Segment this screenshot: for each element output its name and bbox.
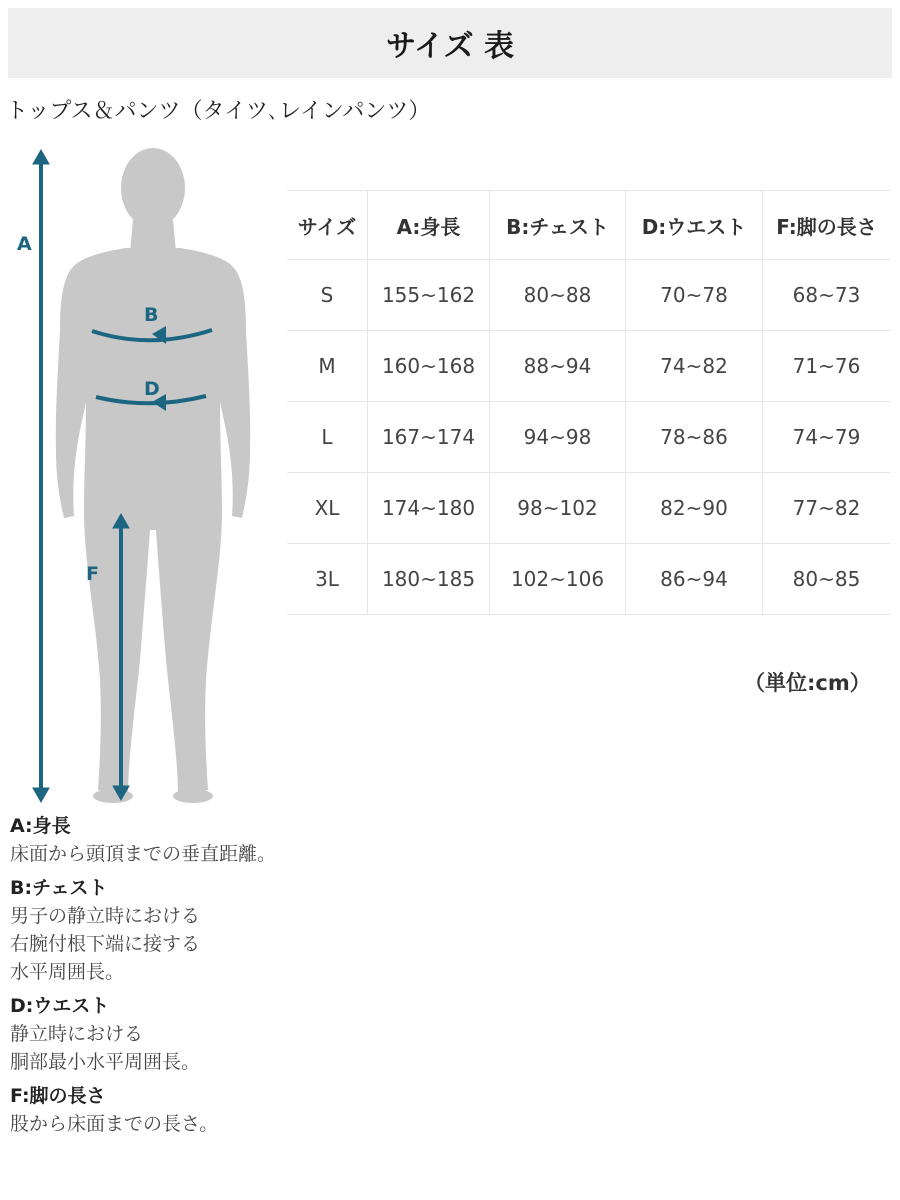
- height-arrow: [33, 150, 49, 802]
- header-height: A:身長: [368, 191, 490, 260]
- definition-text: 胴部最小水平周囲長。: [10, 1051, 201, 1073]
- definition-text: 右腕付根下端に接する: [10, 933, 201, 955]
- page-header: [8, 8, 892, 78]
- definition-text: 男子の静立時における: [10, 905, 201, 927]
- cell-waist: 74~82: [626, 331, 763, 402]
- table-row: [287, 544, 890, 615]
- marker-a: A: [17, 233, 32, 255]
- page-title: サイズ 表: [385, 29, 515, 64]
- cell-waist: 70~78: [626, 260, 763, 331]
- unit-note: （単位:cm）: [744, 671, 871, 695]
- marker-f: F: [86, 563, 99, 585]
- table-row: [287, 402, 890, 473]
- cell-leg-length: 74~79: [763, 402, 891, 473]
- cell-leg-length: 71~76: [763, 331, 891, 402]
- cell-size: M: [287, 331, 368, 402]
- measurement-definitions: [10, 812, 330, 1144]
- human-silhouette-icon: [56, 148, 250, 803]
- table-row: [287, 331, 890, 402]
- definition-text: 水平周囲長。: [10, 961, 125, 983]
- cell-size: L: [287, 402, 368, 473]
- table-header-row: [287, 191, 890, 260]
- definition-term: D:ウエスト: [10, 995, 110, 1017]
- cell-height: 174~180: [368, 473, 490, 544]
- header-leg-length: F:脚の長さ: [763, 191, 891, 260]
- cell-waist: 86~94: [626, 544, 763, 615]
- cell-chest: 88~94: [490, 331, 626, 402]
- body-diagram: [0, 140, 290, 810]
- definition-waist: [10, 992, 330, 1076]
- cell-chest: 80~88: [490, 260, 626, 331]
- cell-height: 180~185: [368, 544, 490, 615]
- definition-leg-length: [10, 1082, 330, 1138]
- definition-term: F:脚の長さ: [10, 1085, 106, 1107]
- cell-leg-length: 77~82: [763, 473, 891, 544]
- definition-text: 股から床面までの長さ。: [10, 1113, 219, 1135]
- definition-height: [10, 812, 330, 868]
- cell-size: S: [287, 260, 368, 331]
- table-row: [287, 473, 890, 544]
- marker-b: B: [144, 304, 159, 326]
- definition-chest: [10, 874, 330, 986]
- cell-chest: 94~98: [490, 402, 626, 473]
- cell-height: 167~174: [368, 402, 490, 473]
- header-size: サイズ: [287, 191, 368, 260]
- definition-text: 静立時における: [10, 1023, 144, 1045]
- cell-height: 160~168: [368, 331, 490, 402]
- cell-leg-length: 80~85: [763, 544, 891, 615]
- definition-term: B:チェスト: [10, 877, 108, 899]
- table-row: [287, 260, 890, 331]
- cell-height: 155~162: [368, 260, 490, 331]
- category-subtitle: トップス＆パンツ（タイツ､レインパンツ）: [6, 99, 431, 124]
- cell-size: 3L: [287, 544, 368, 615]
- cell-leg-length: 68~73: [763, 260, 891, 331]
- definition-term: A:身長: [10, 815, 71, 837]
- cell-waist: 78~86: [626, 402, 763, 473]
- cell-size: XL: [287, 473, 368, 544]
- cell-chest: 98~102: [490, 473, 626, 544]
- body-measurement-figure: [0, 140, 290, 810]
- header-waist: D:ウエスト: [626, 191, 763, 260]
- marker-d: D: [144, 378, 160, 400]
- cell-waist: 82~90: [626, 473, 763, 544]
- definition-text: 床面から頭頂までの垂直距離。: [10, 843, 277, 865]
- cell-chest: 102~106: [490, 544, 626, 615]
- size-table: [287, 190, 890, 615]
- header-chest: B:チェスト: [490, 191, 626, 260]
